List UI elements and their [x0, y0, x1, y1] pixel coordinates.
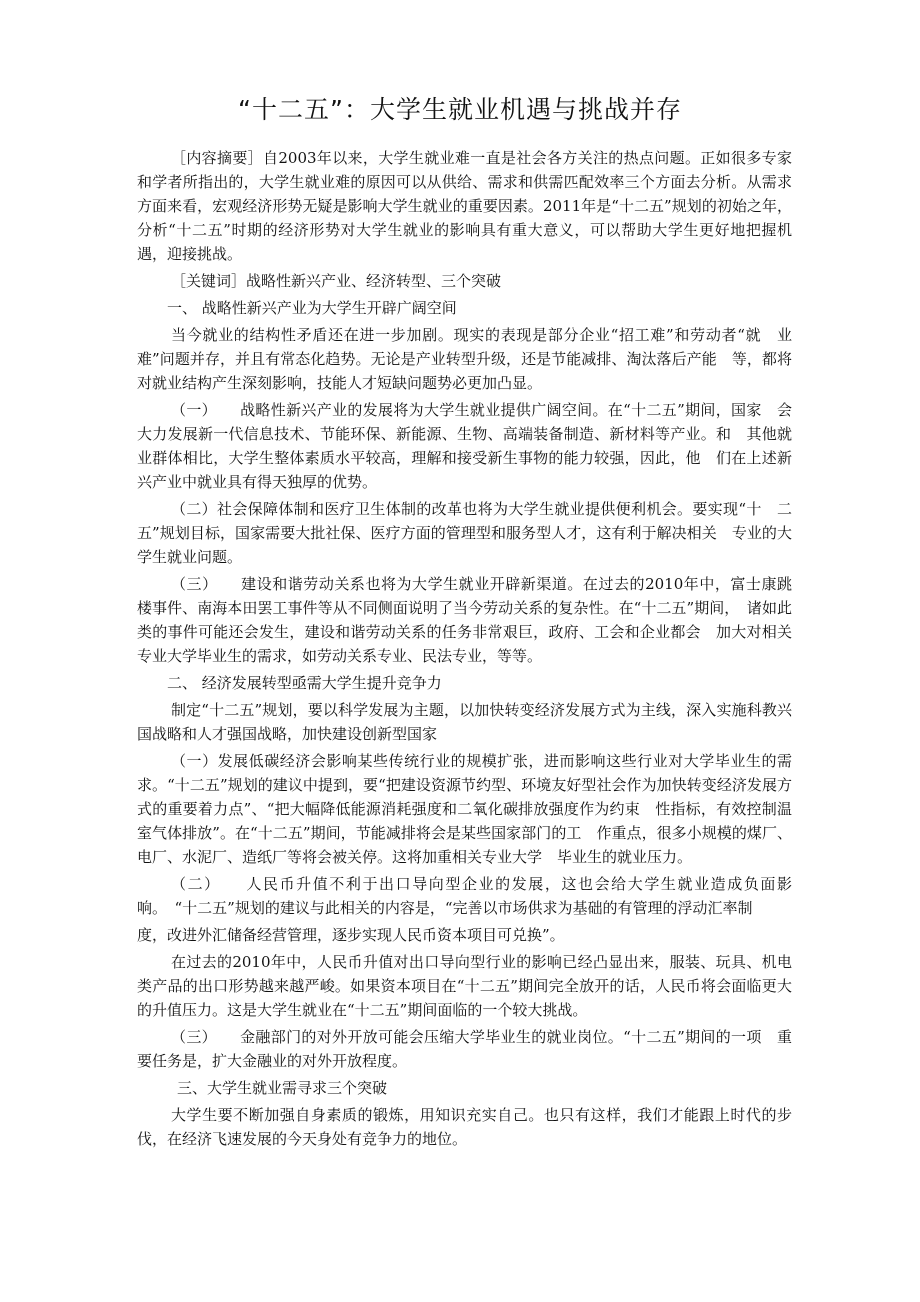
- section-2-intro: 制定“十二五”规划，要以科学发展为主题，以加快转变经济发展方式为主线，深入实施科教兴国战略和人才强国战略，加快建设创新型国家: [137, 701, 792, 743]
- section-2-point-1: （一）发展低碳经济会影响某些传统行业的规模扩张，进而影响这些行业对大学毕业生的需求。“十二五”规划的建议中提到，要“把建设资源节约型、环境友好型社会作为加快转变经济发展方式的重要着力点”、“把大幅降低能源消耗强度和二氧化碳排放强度作为约束 性指标，有效控制温室气体排放”。在“十二五”期间，节能减排将会是某些国家部门的工 作重点，很多小规模的煤厂、电厂、水泥厂、造纸厂等将会被关停。这将加重相关专业大学 毕业生的就业压力。: [137, 752, 792, 866]
- section-2-point-2-detail: 在过去的2010年中，人民币升值对出口导向型行业的影响已经凸显出来，服装、玩具、机电类产品的出口形势越来越严峻。如果资本项目在“十二五”期间完全放开的话，人民币将会面临更大的升值压力。这是大学生就业在“十二五”期间面临的一个较大挑战。: [137, 953, 792, 1019]
- section-1-point-2: （二）社会保障体制和医疗卫生体制的改革也将为大学生就业提供便利机会。要实现“十 二五”规划目标，国家需要大批社保、医疗方面的管理型和服务型人才，这有利于解决相关 专业的大学生就业问题。: [137, 500, 792, 566]
- section-1-heading: 一、 战略性新兴产业为大学生开辟广阔空间: [167, 299, 457, 317]
- page-title: “十二五”：大学生就业机遇与挑战并存: [238, 95, 682, 124]
- abstract-paragraph: ［内容摘要］自2003年以来，大学生就业难一直是社会各方关注的热点问题。正如很多专家和学者所指出的，大学生就业难的原因可以从供给、需求和供需匹配效率三个方面去分析。从需求方面来看，宏观经济形势无疑是影响大学生就业的重要因素。2011年是“十二五”规划的初始之年，分析“十二五”时期的经济形势对大学生就业的影响具有重大意义，可以帮助大学生更好地把握机遇，迎接挑战。: [137, 149, 792, 263]
- section-2-point-2-cont: 度，改进外汇储备经营管理，逐步实现人民币资本项目可兑换”。: [137, 926, 565, 944]
- section-3-heading: 三、大学生就业需寻求三个突破: [177, 1079, 388, 1097]
- section-2-heading: 二、 经济发展转型亟需大学生提升竞争力: [167, 674, 442, 692]
- section-3-intro: 大学生要不断加强自身素质的锻炼，用知识充实自己。也只有这样，我们才能跟上时代的步伐，在经济飞速发展的今天身处有竞争力的地位。: [137, 1106, 792, 1148]
- section-1-point-1: （一） 战略性新兴产业的发展将为大学生就业提供广阔空间。在“十二五”期间，国家 会大力发展新一代信息技术、节能环保、新能源、生物、高端装备制造、新材料等产业。和 其他就业群体相比，大学生整体素质水平较高，理解和接受新生事物的能力较强，因此，他 们在上述新兴产业中就业具有得天独厚的优势。: [137, 401, 792, 491]
- section-1-intro: 当今就业的结构性矛盾还在进一步加剧。现实的表现是部分企业“招工难”和劳动者“就 业难”问题并存，并且有常态化趋势。无论是产业转型升级，还是节能减排、淘汰落后产能 等，都将对就业结构产生深刻影响，技能人才短缺问题势必更加凸显。: [137, 326, 792, 392]
- keywords-line: ［关键词］战略性新兴产业、经济转型、三个突破: [171, 272, 502, 290]
- section-2-point-2: （二） 人民币升值不利于出口导向型企业的发展，这也会给大学生就业造成负面影响。 “十二五”规划的建议与此相关的内容是，“完善以市场供求为基础的有管理的浮动汇率制: [137, 875, 792, 917]
- section-2-point-3: （三） 金融部门的对外开放可能会压缩大学毕业生的就业岗位。“十二五”期间的一项 重要任务是，扩大金融业的对外开放程度。: [137, 1028, 792, 1070]
- document-body: [137, 146, 808, 1154]
- section-1-point-3: （三） 建设和谐劳动关系也将为大学生就业开辟新渠道。在过去的2010年中，富士康跳 楼事件、南海本田罢工事件等从不同侧面说明了当今劳动关系的复杂性。在“十二五”期间， 诸如此类的事件可能还会发生，建设和谐劳动关系的任务非常艰巨，政府、工会和企业都会 加大对相关专业大学毕业生的需求，如劳动关系专业、民法专业，等等。: [137, 575, 808, 665]
